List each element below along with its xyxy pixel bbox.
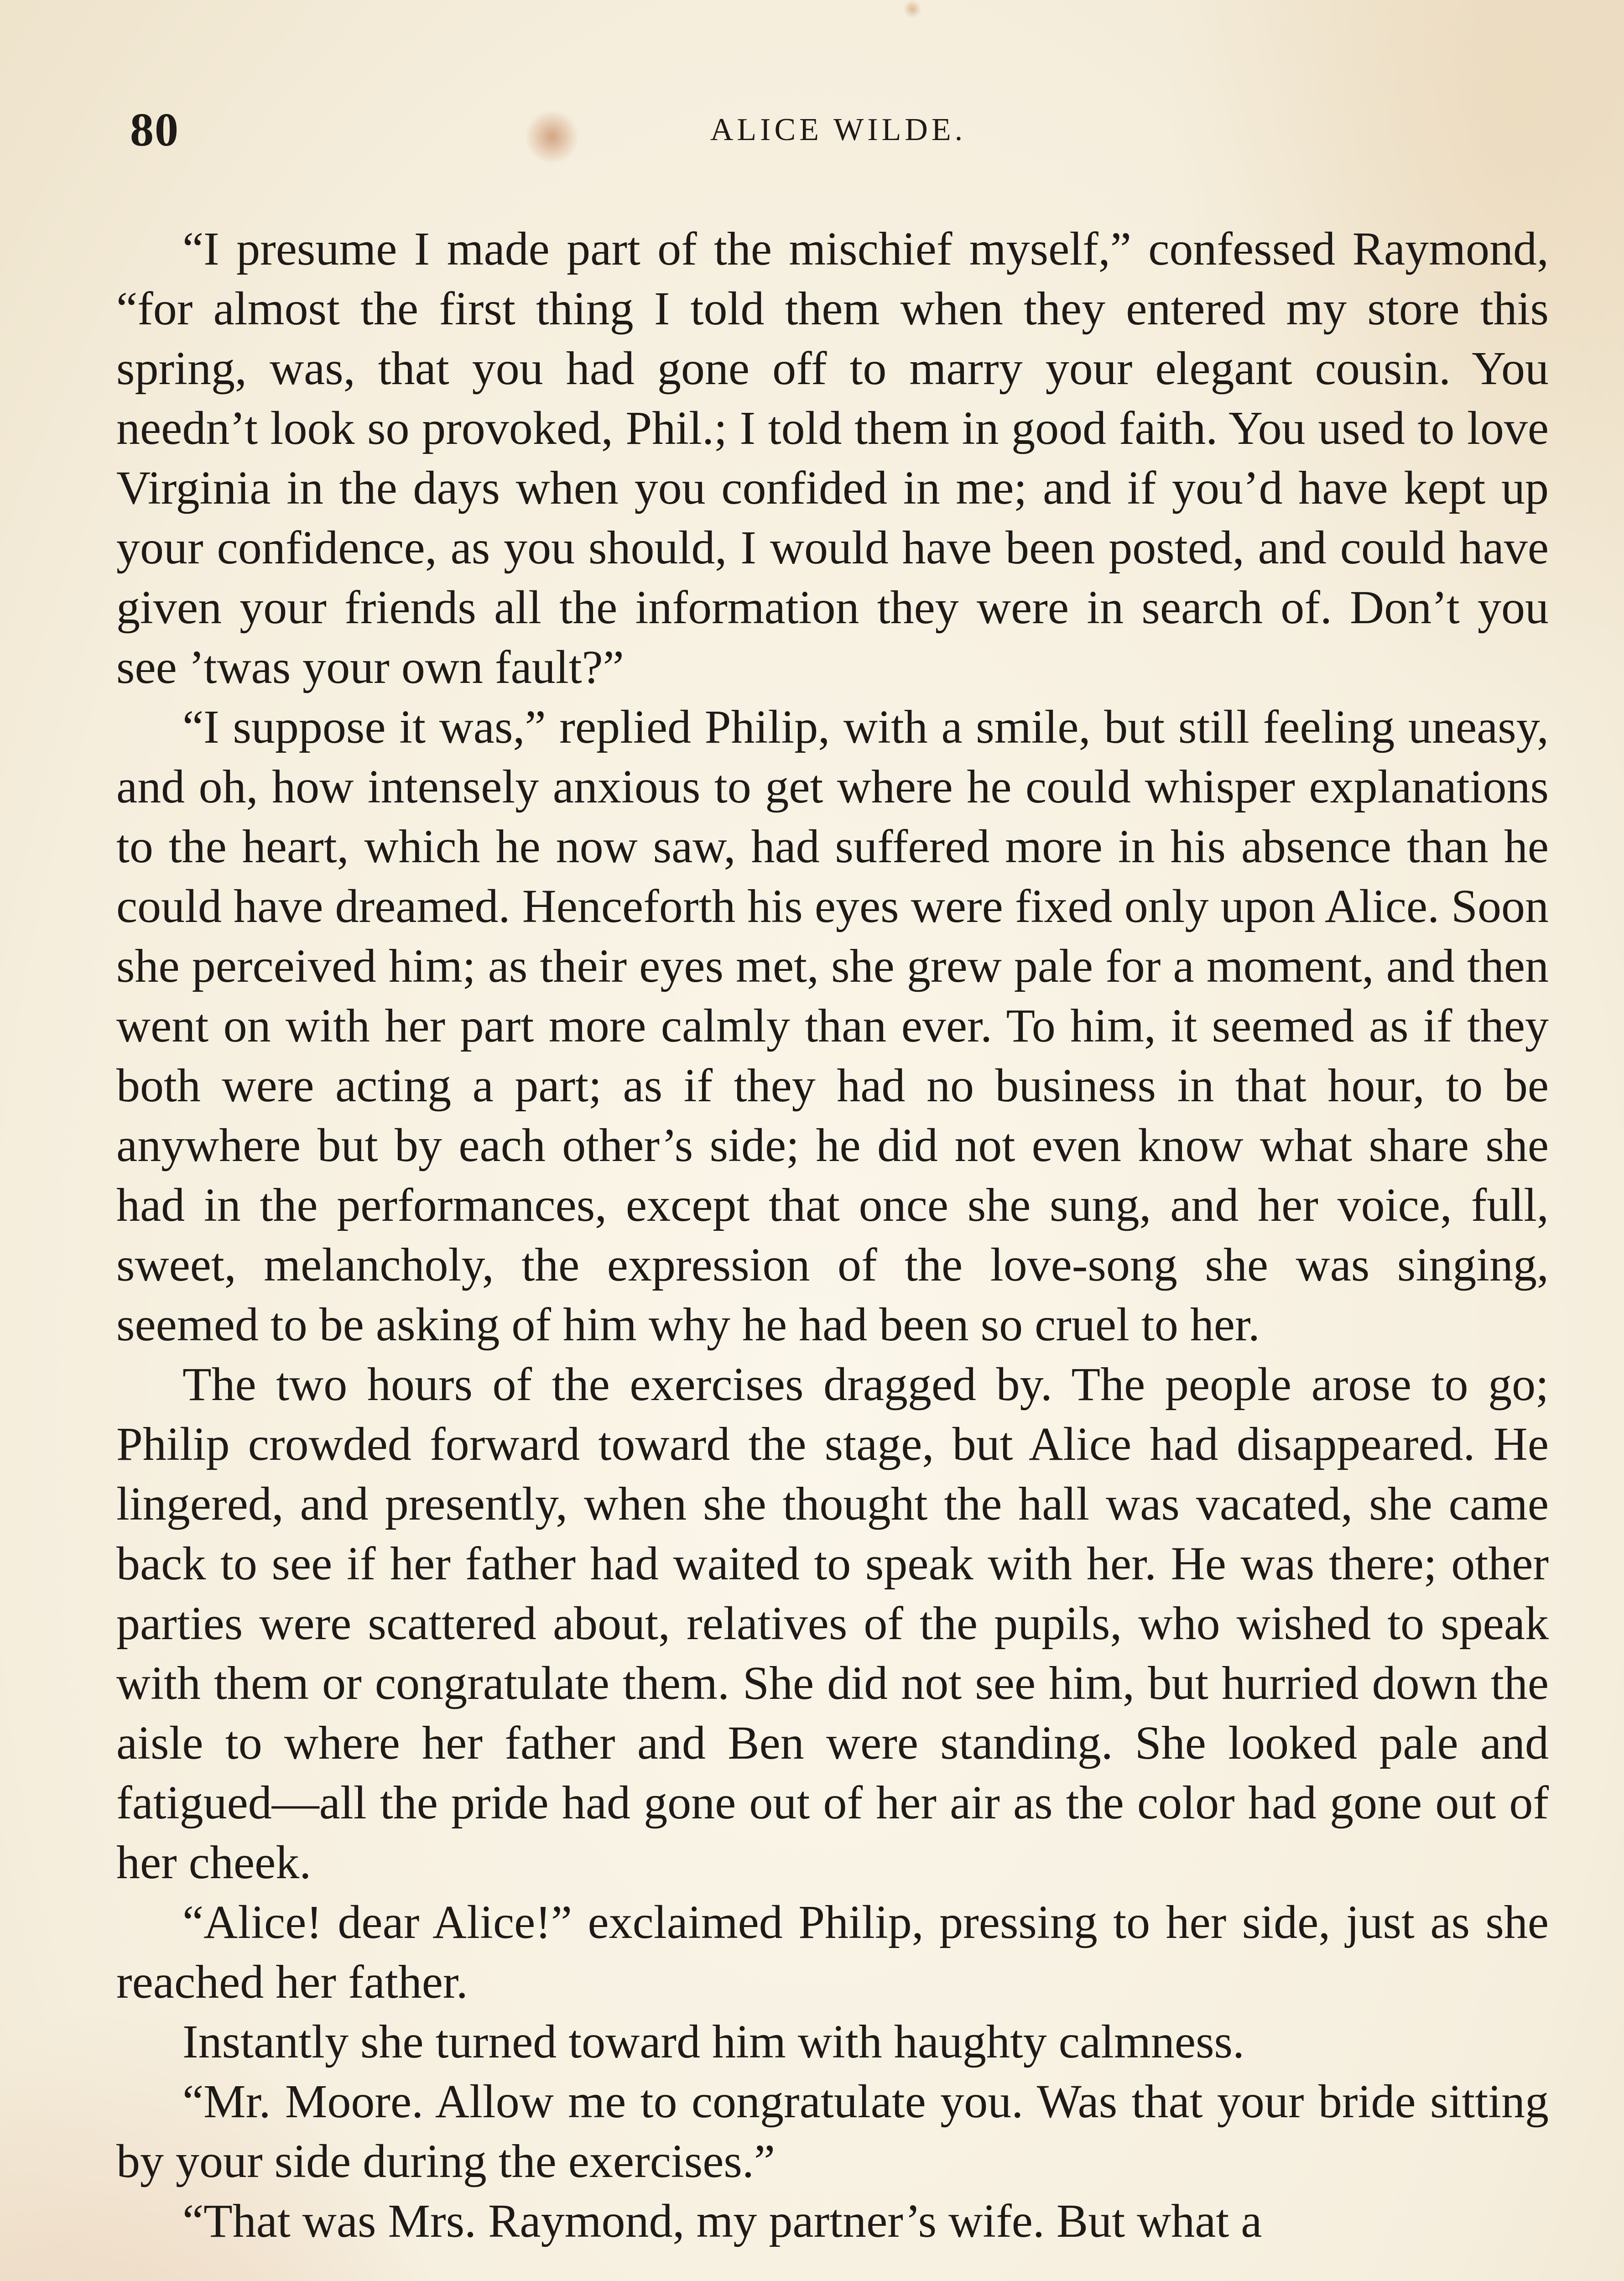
paragraph: “Mr. Moore. Allow me to congratulate you. Was that your bride sitting by your side during the exercises.” — [116, 2075, 1549, 2187]
body-text — [116, 219, 1549, 2251]
page-number: 80 — [130, 104, 179, 156]
paragraph: “I presume I made part of the mischief myself,” confessed Raymond, “for almost the first thing I told them when they entered my store this spring, was, that you had gone off to marry your elegant cousin. You needn’t look so provoked, Phil.; I told them in good faith. You used to love Virginia in the days when you confided in me; and if you’d have kept up your confidence, as you should, I would have been posted, and could have given your friends all the information they were in search of. Don’t you see ’twas your own fault?” — [116, 223, 1549, 693]
paragraph: “I suppose it was,” replied Philip, with a smile, but still feeling uneasy, and oh, how intensely anxious to get where he could whisper explanations to the heart, which he now saw, had suffered more in his absence than he could have dreamed. Henceforth his eyes were fixed only upon Alice. Soon she perceived him; as their eyes met, she grew pale for a moment, and then went on with her part more calmly than ever. To him, it seemed as if they both were acting a part; as if they had no business in that hour, to be anywhere but by each other’s side; he did not even know what share she had in the performances, except that once she sung, and her voice, full, sweet, melancholy, the expression of the love-song she was singing, seemed to be asking of him why he had been so cruel to her. — [116, 701, 1549, 1351]
page-header — [130, 98, 1528, 162]
paragraph: “Alice! dear Alice!” exclaimed Philip, pressing to her side, just as she reached her father. — [116, 1896, 1549, 2008]
running-head: ALICE WILDE. — [710, 112, 967, 147]
paragraph: “That was Mrs. Raymond, my partner’s wife. But what a — [182, 2195, 1262, 2247]
foxing-stain — [903, 0, 921, 18]
paragraph: Instantly she turned toward him with haughty calmness. — [182, 2015, 1245, 2068]
paragraph: The two hours of the exercises dragged by. The people arose to go; Philip crowded forward toward the stage, but Alice had disappeared. He lingered, and presently, when she thought the hall was vacated, she came back to see if her father had waited to speak with her. He was there; other parties were scattered about, relatives of the pupils, who wished to speak with them or congratulate them. She did not see him, but hurried down the aisle to where her father and Ben were standing. She looked pale and fatigued—all the pride had gone out of her air as the color had gone out of her cheek. — [116, 1358, 1549, 1889]
